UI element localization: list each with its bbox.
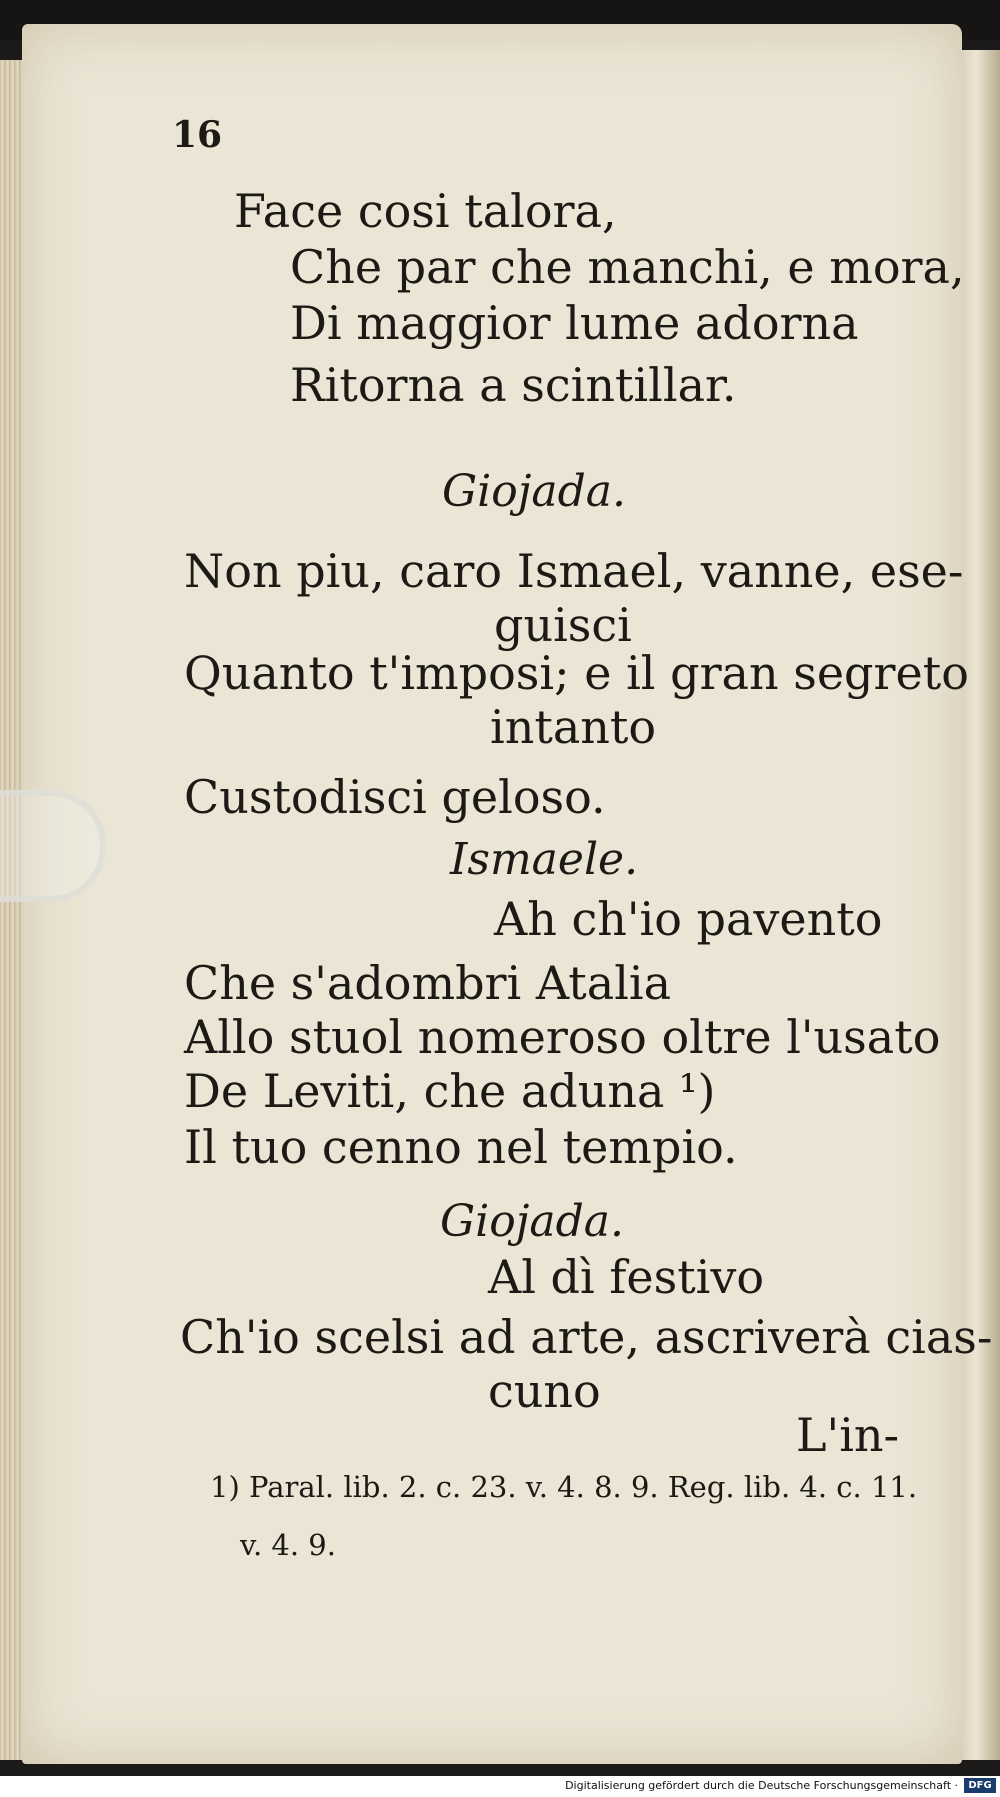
book-right-edge xyxy=(960,50,1000,1760)
page-clip xyxy=(0,790,106,902)
verse-line: Non piu, caro Ismael, vanne, ese- xyxy=(184,544,964,598)
verse-line: Custodisci geloso. xyxy=(184,770,606,824)
digitization-credit: Digitalisierung gefördert durch die Deutsche Forschungsgemeinschaft · xyxy=(565,1779,958,1792)
dfg-logo-icon: DFG xyxy=(964,1778,996,1793)
verse-line: Che par che manchi, e mora, xyxy=(290,240,965,294)
verse-line: Di maggior lume adorna xyxy=(290,296,859,350)
verse-line: Ritorna a scintillar. xyxy=(290,358,737,412)
footnote-line: v. 4. 9. xyxy=(240,1528,336,1562)
verse-line: Che s'adombri Atalia xyxy=(184,956,672,1010)
speaker-name: Giojada. xyxy=(440,1196,624,1247)
verse-line: Al dì festivo xyxy=(488,1250,765,1304)
verse-line: Ch'io scelsi ad arte, ascriverà cias- xyxy=(180,1310,993,1364)
speaker-name: Ismaele. xyxy=(450,834,639,885)
verse-line: Face cosi talora, xyxy=(234,184,617,238)
verse-line: Quanto t'imposi; e il gran segreto xyxy=(184,646,969,700)
catchword: L'in- xyxy=(796,1408,900,1462)
speaker-name: Giojada. xyxy=(442,466,626,517)
verse-line: guisci xyxy=(494,598,632,652)
page-number: 16 xyxy=(172,114,223,156)
verse-line: Ah ch'io pavento xyxy=(494,892,883,946)
verse-line: cuno xyxy=(488,1364,601,1418)
verse-line: De Leviti, che aduna ¹) xyxy=(184,1064,716,1118)
verse-line: Allo stuol nomeroso oltre l'usato xyxy=(184,1010,941,1064)
footnote-line: 1) Paral. lib. 2. c. 23. v. 4. 8. 9. Reg. lib. 4. c. 11. xyxy=(210,1470,918,1504)
verse-line: intanto xyxy=(490,700,657,754)
verse-line: Il tuo cenno nel tempio. xyxy=(184,1120,738,1174)
